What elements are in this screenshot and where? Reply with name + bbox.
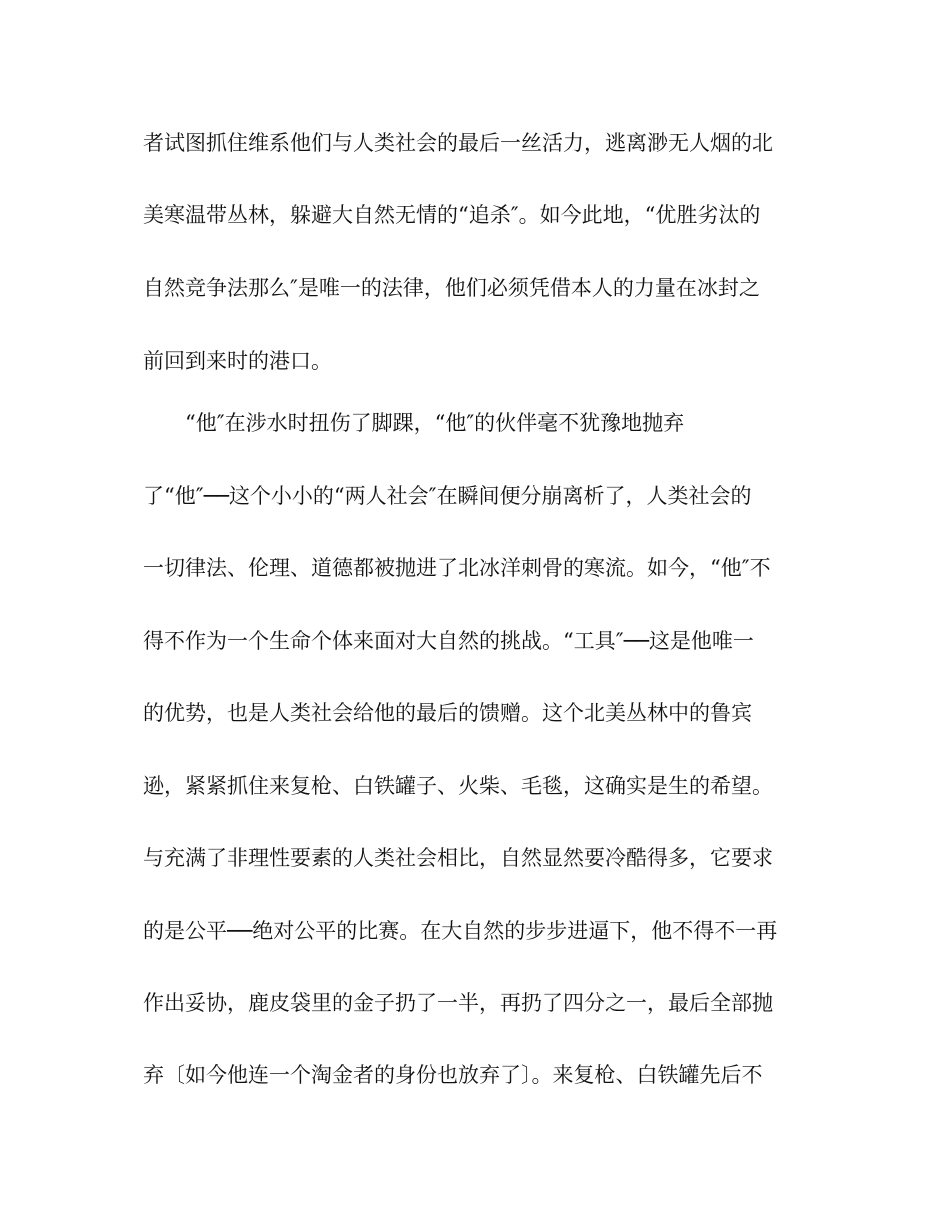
text-line-7: 一切律法、伦理、道德都被抛进了北冰洋刺骨的寒流。如今，“他″不 [143,556,771,580]
text-line-3: 自然竞争法那么″是唯一的法律，他们必须凭借本人的力量在冰封之 [143,276,760,300]
text-line-6: 了“他″──这个小小的“两人社会″在瞬间便分崩离析了，人类社会的 [143,484,752,508]
text-line-1: 者试图抓住维系他们与人类社会的最后一丝活力，逃离渺无人烟的北 [143,131,773,155]
text-line-4: 前回到来时的港口。 [143,349,332,373]
text-line-8: 得不作为一个生命个体来面对大自然的挑战。“工具″──这是他唯一 [143,629,754,653]
text-line-2: 美寒温带丛林，躲避大自然无情的“追杀″。如今此地，“优胜劣汰的 [143,203,761,227]
text-line-9: 的优势，也是人类社会给他的最后的馈赠。这个北美丛林中的鲁宾 [143,701,752,725]
text-line-11: 与充满了非理性要素的人类社会相比，自然显然要冷酷得多，它要求 [143,846,773,870]
text-line-12: 的是公平──绝对公平的比赛。在大自然的步步进逼下，他不得不一再 [143,919,778,943]
text-line-13: 作出妥协，鹿皮袋里的金子扔了一半，再扔了四分之一，最后全部抛 [143,991,773,1015]
text-line-14: 弃〔如今他连一个淘金者的身份也放弃了〕。来复枪、白铁罐先后不 [143,1063,763,1087]
text-line-10: 逊，紧紧抓住来复枪、白铁罐子、火柴、毛毯，这确实是生的希望。 [143,774,773,798]
text-line-5: “他″在涉水时扭伤了脚踝，“他″的伙伴毫不犹豫地抛弃 [185,411,685,435]
